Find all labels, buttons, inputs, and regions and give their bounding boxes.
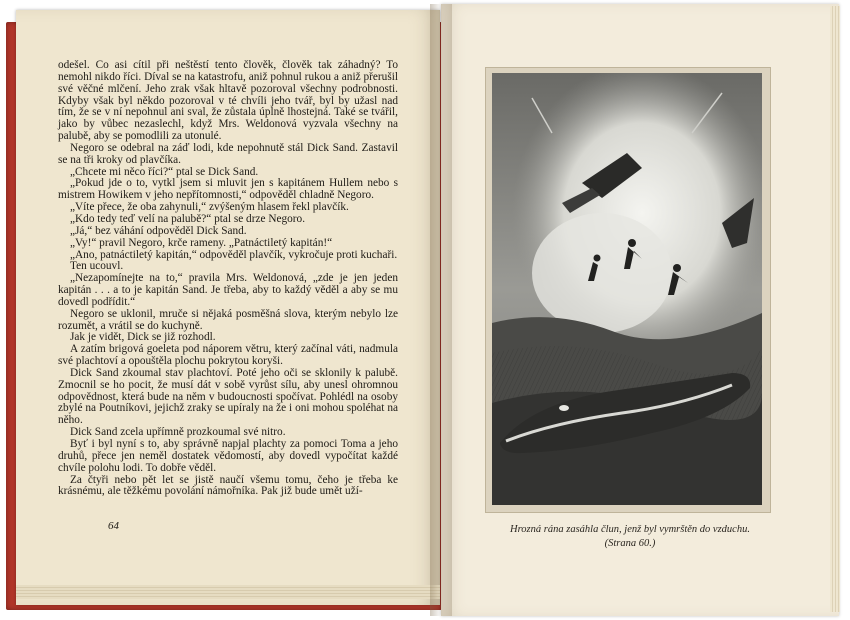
right-page-stack-edge	[830, 6, 840, 612]
paragraph: „Já,“ bez váhání odpověděl Dick Sand.	[70, 224, 247, 237]
paragraph: Negoro se uklonil, mruče si nějaká posměšná slova, kterým nebylo lze rozumět, a vrátil se do kuchyně.	[58, 307, 398, 332]
paragraph: A zatím brigová goeleta pod náporem větru, který začínal váti, nadmula své plachtoví a opouštěla plochu pokrytou koryši.	[58, 343, 398, 368]
left-page-text	[58, 60, 398, 498]
paragraph: „Vy!“ pravil Negoro, krče rameny. „Patnáctiletý kapitán!“	[70, 236, 333, 249]
paragraph: Negoro se odebral na záď lodi, kde nepohnutě stál Dick Sand. Zastavil se na tři kroky od plavčíka.	[58, 141, 398, 166]
caption-page-reference: (Strana 60.)	[604, 538, 656, 549]
paragraph: „Víte přece, že oba zahynuli,“ zvýšeným hlasem řekl plavčík.	[70, 201, 349, 214]
page-number: 64	[108, 520, 119, 532]
paragraph: „Ano, patnáctiletý kapitán,“ odpověděl plavčík, vykročuje proti kuchaři.	[70, 248, 398, 261]
paragraph: Ten ucouvl.	[70, 260, 124, 273]
paragraph: Za čtyři nebo pět let se jistě naučí všemu tomu, čeho je třeba ke krásnému, ale těžkému povolání námořníka. Pak již bude umět uží-	[58, 473, 398, 498]
illustration-whale-engraving	[492, 73, 762, 505]
paragraph: Dick Sand zcela upřímně prozkoumal své nitro.	[70, 426, 286, 439]
paragraph: Jak je vidět, Dick se již rozhodl.	[70, 331, 216, 344]
paragraph: „Kdo tedy teď velí na palubě?“ ptal se drze Negoro.	[70, 212, 306, 225]
illustration-caption	[480, 523, 780, 551]
paragraph: odešel. Co asi cítil při neštěstí tento člověk, člověk tak záhadný? To nemohl nikdo říci. Díval se na katastrofu, aniž pohnul rukou a aniž přerušil své věčné mlčení. Jeho zrak však hltavě pozoroval všechny podrobnosti. Kdyby však byl někdo pozoroval v té chvíli jeho tvář, byl by užasl nad tím, že se v ní nepohnul ani sval, že zůstala úplně lhostejná. Také se tvářil, jako by vůbec nezaslechl, když Mrs. Weldonová vyzvala všechny na palubě, aby se pomodlili za utonulé.	[58, 59, 398, 143]
whale-engraving-image	[492, 73, 762, 505]
book-gutter	[430, 4, 452, 616]
paragraph: „Pokud jde o to, vytkl jsem si mluvit jen s kapitánem Hullem nebo s mistrem Howikem v jeho nepřítomnosti,“ odpověděl chladně Negoro.	[58, 177, 398, 202]
page-stack-edge	[16, 585, 440, 599]
paragraph: „Chcete mi něco říci?“ ptal se Dick Sand.	[70, 165, 259, 178]
paragraph: Dick Sand zkoumal stav plachtoví. Poté jeho oči se sklonily k palubě. Zmocnil se ho pocit, že musí dát v sobě vyrůst sílu, aby unesl ohromnou odpovědnost, která bude na něm v budoucnosti spočívat. Pohlédl na osoby zbylé na Poutníkovi, jejichž zraky se upíraly na že i oni mohou spoléhat na něho.	[58, 366, 398, 427]
paragraph: Byť i byl nyní s to, aby správně napjal plachty za pomoci Toma a jeho druhů, přece jen neměl dostatek vědomostí, aby dovedl vypočítat každé chvíle polohu lodi. To dobře věděl.	[58, 438, 398, 474]
paragraph: „Nezapomínejte na to,“ pravila Mrs. Weldonová, „zde je jen jeden kapitán . . . a to je kapitán Sand. Je třeba, aby to každý věděl a aby se mu dovedl podřídit.“	[58, 272, 398, 308]
caption-text: Hrozná rána zasáhla člun, jenž byl vymrštěn do vzduchu.	[510, 524, 750, 535]
